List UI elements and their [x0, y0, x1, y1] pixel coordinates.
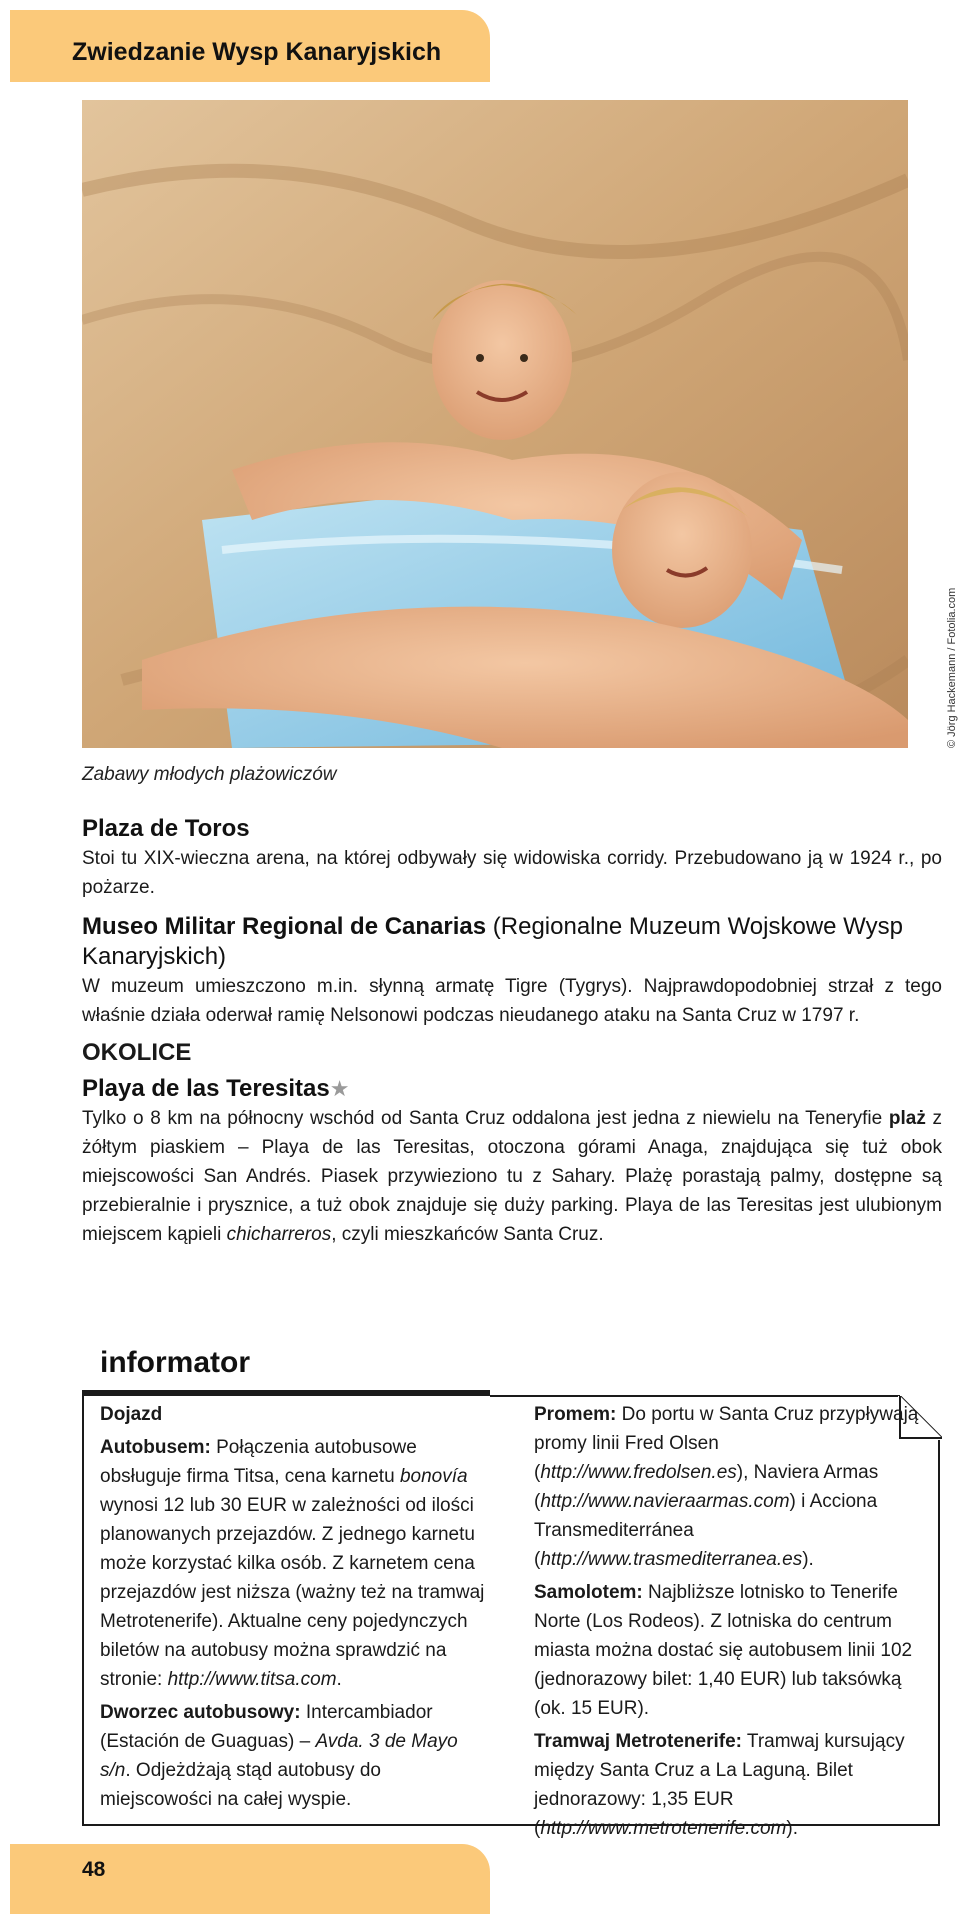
playa-heading — [82, 1074, 942, 1104]
plaza-heading: Plaza de Toros — [82, 815, 250, 842]
tramwaj-entry: Tramwaj Metrotenerife: Tramwaj kursujący między Santa Cruz a La Laguną. Bilet jednorazowy: 1,35 EUR (http://www.metrotenerife.com). — [534, 1731, 905, 1839]
museo-subtitle: (Regionalne Muzeum Wojskowe Wysp Kanaryjskich) — [82, 913, 903, 970]
playa-text: Tylko o 8 km na północny wschód od Santa Cruz oddalona jest jedna z niewielu na Teneryfie plaż z żółtym piaskiem – Playa de las Teresitas, otoczona górami Anaga, znajdująca się tuż obok miejscowości San Andrés. Piasek przywieziono tu z Sahary. Plażę porastają palmy, dostępne są przebieralnie i prysznice, a tuż obok znajduje się duży parking. Playa de las Teresitas jest ulubionym miejscem kąpieli chicharreros, czyli mieszkańców Santa Cruz. — [82, 1108, 943, 1245]
informator-left-column — [100, 1400, 486, 1818]
beach-photo — [82, 100, 908, 748]
beach-illustration — [82, 100, 908, 748]
promem-entry: Promem: Do portu w Santa Cruz przypływają promy linii Fred Olsen (http://www.fredolsen.es), Naviera Armas (http://www.navieraarmas.com) i Acciona Transmediterránea (http://www.trasmediterranea.es). — [534, 1404, 919, 1570]
museo-heading — [82, 912, 942, 972]
photo-caption: Zabawy młodych plażowiczów — [82, 764, 337, 785]
samolotem-entry: Samolotem: Najbliższe lotnisko to Tenerife Norte (Los Rodeos). Z lotniska do centrum miasta można dostać się autobusem linii 102 (jednorazowy bilet: 1,40 EUR) lub taksówką (ok. 15 EUR). — [534, 1582, 913, 1719]
trasmediterranea-link[interactable]: http://www.trasmediterranea.es — [540, 1549, 803, 1570]
main-content — [82, 814, 942, 1249]
photo-credit: © Jörg Hackemann / Fotolia.com — [946, 587, 958, 748]
autobusem-entry: Autobusem: Połączenia autobusowe obsługuje firma Titsa, cena karnetu bonovía wynosi 12 lub 30 EUR w zależności od ilości planowanych przejazdów. Z jednego karnetu może korzystać kilka osób. Z karnetem cena przejazdów jest niższa (ważny też na tramwaj Metrotenerife). Aktualne ceny pojedynczych biletów na autobusy można sprawdzić na stronie: http://www.titsa.com. — [100, 1437, 485, 1690]
star-icon: ★ — [329, 1076, 350, 1101]
metrotenerife-link[interactable]: http://www.metrotenerife.com — [540, 1818, 787, 1839]
page-title: Zwiedzanie Wysp Kanaryjskich — [72, 38, 442, 66]
dojazd-heading: Dojazd — [100, 1404, 163, 1425]
informator-title: informator — [100, 1346, 250, 1379]
okolice-heading: OKOLICE — [82, 1039, 192, 1066]
plaza-text: Stoi tu XIX-wieczna arena, na której odbywały się widowiska corridy. Przebudowano ją w 1924 r., po pożarze. — [82, 848, 942, 898]
page-number: 48 — [82, 1858, 106, 1881]
dworzec-entry: Dworzec autobusowy: Intercambiador (Estación de Guaguas) – Avda. 3 de Mayo s/n. Odjeżdżają stąd autobusy do miejscowości na całej wyspie. — [100, 1702, 458, 1810]
fredolsen-link[interactable]: http://www.fredolsen.es — [540, 1462, 737, 1483]
titsa-link[interactable]: http://www.titsa.com — [167, 1669, 337, 1690]
informator-right-column — [534, 1400, 926, 1847]
playa-title: Playa de las Teresitas — [82, 1075, 330, 1102]
museo-text: W muzeum umieszczono m.in. słynną armatę Tigre (Tygrys). Najprawdopodobniej strzał z tego właśnie działa oderwał ramię Nelsonowi podczas nieudanego ataku na Santa Cruz w 1797 r. — [82, 976, 942, 1026]
navieraarmas-link[interactable]: http://www.navieraarmas.com — [540, 1491, 790, 1512]
museo-title: Museo Militar Regional de Canarias — [82, 913, 487, 940]
